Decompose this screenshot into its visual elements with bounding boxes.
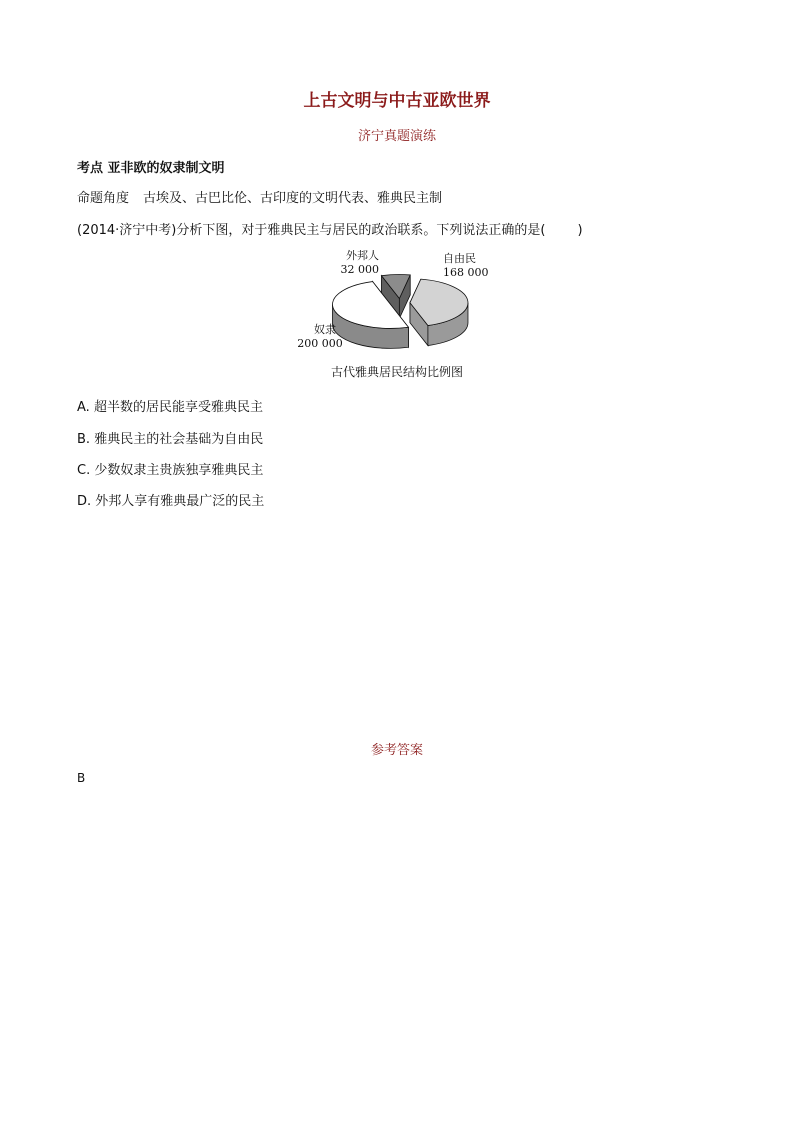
population-pie-chart [280,248,520,358]
question-prefix: (2014·济宁中考)分析下图，对于雅典民主与居民的政治联系。下列说法正确的是( [77,223,546,238]
question-suffix: ) [577,223,583,238]
section-subtitle: 济宁真题演练 [357,129,436,144]
option-letter: C [77,463,87,478]
topic-heading: 考点 亚非欧的奴隶制文明 [77,161,225,176]
question-stem [77,219,583,238]
option-d[interactable]: D. 外邦人享有雅典最广泛的民主 [77,494,265,509]
slice-value-2: 200 000 [297,337,343,350]
slice-label-2: 奴隶 [314,323,336,336]
angle-content: 古埃及、古巴比伦、古印度的文明代表、雅典民主制 [143,191,443,206]
option-text: 少数奴隶主贵族独享雅典民主 [94,463,264,478]
option-text: 雅典民主的社会基础为自由民 [94,432,264,447]
slice-label-1: 自由民 [443,252,476,265]
option-letter: B [77,432,86,447]
slice-value-1: 168 000 [443,266,489,279]
slice-label-0: 外邦人 [346,249,379,262]
option-letter: A [77,400,86,415]
option-a[interactable]: A. 超半数的居民能享受雅典民主 [77,400,263,415]
question-angle [77,187,442,206]
answer-value: B [77,771,86,785]
option-text: 外邦人享有雅典最广泛的民主 [95,494,265,509]
answer-heading: 参考答案 [370,743,423,758]
page-title: 上古文明与中古亚欧世界 [303,91,491,111]
slice-value-0: 32 000 [340,263,379,276]
option-letter: D [77,494,88,509]
chart-caption: 古代雅典居民结构比例图 [330,365,463,379]
option-c[interactable]: C. 少数奴隶主贵族独享雅典民主 [77,463,264,478]
option-text: 超半数的居民能享受雅典民主 [93,400,263,415]
option-b[interactable]: B. 雅典民主的社会基础为自由民 [77,432,264,447]
angle-label: 命题角度 [77,191,130,206]
